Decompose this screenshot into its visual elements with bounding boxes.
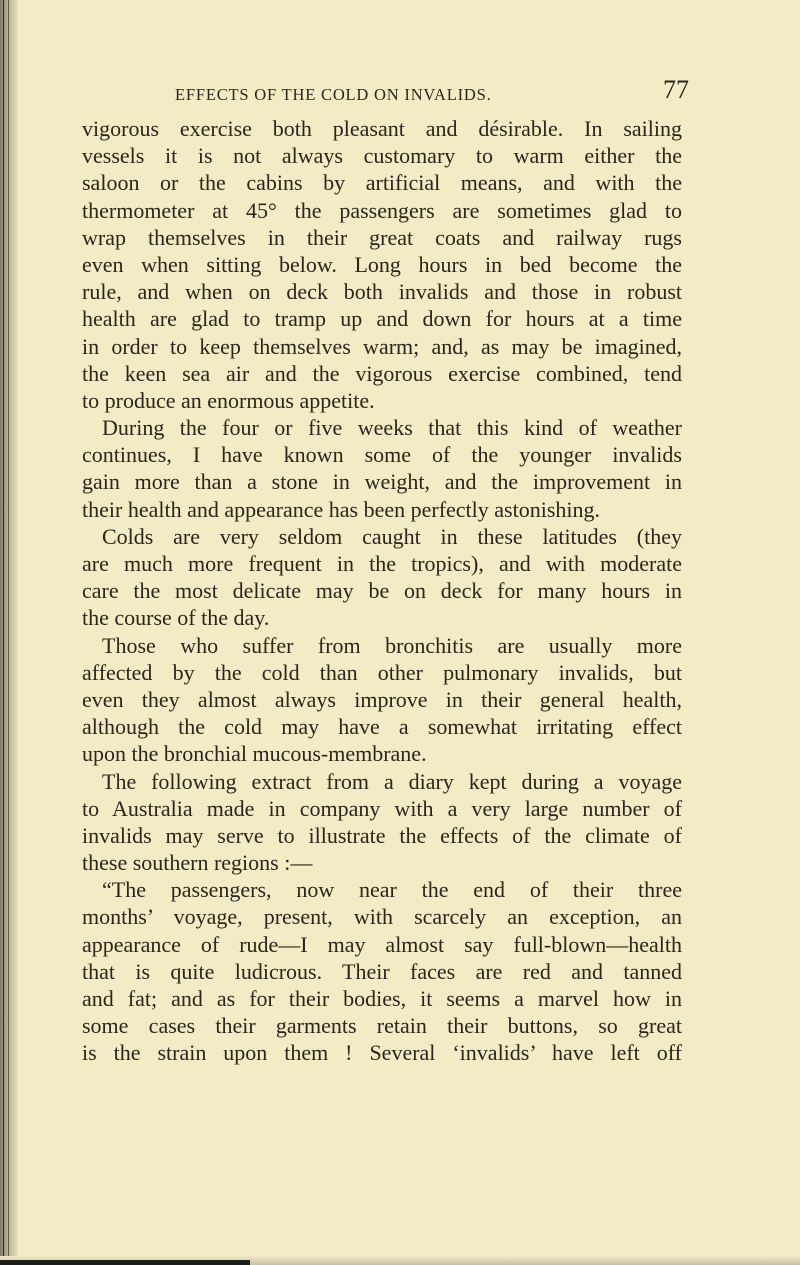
text-line: these southern regions :—	[82, 850, 313, 876]
text-line: the course of the day.	[82, 605, 270, 631]
text-line: saloon or the cabins by artificial means, and with the	[82, 170, 682, 196]
page-edge-line	[8, 0, 9, 1265]
text-line: invalids may serve to illustrate the effects of the climate of	[82, 822, 682, 848]
text-line: vessels it is not always customary to warm either the	[82, 143, 682, 169]
text-line: appearance of rude—I may almost say full-blown—health	[82, 931, 682, 957]
page-number: 77	[663, 75, 689, 104]
text-line: although the cold may have a somewhat irritating effect	[82, 714, 682, 740]
text-line: the keen sea air and the vigorous exercise combined, tend	[82, 360, 682, 386]
paragraph-first-line: “The passengers, now near the end of their three	[102, 877, 682, 903]
running-title: EFFECTS OF THE COLD ON INVALIDS.	[175, 85, 492, 104]
text-line: thermometer at 45° the passengers are sometimes glad to	[82, 197, 682, 223]
page-edge-line	[3, 0, 4, 1265]
text-line: health are glad to tramp up and down for hours at a time	[82, 306, 682, 332]
text-line: even they almost always improve in their general health,	[82, 686, 682, 712]
text-line: wrap themselves in their great coats and railway rugs	[82, 224, 682, 250]
text-line: are much more frequent in the tropics), and with moderate	[82, 551, 682, 576]
text-line: even when sitting below. Long hours in bed become the	[82, 251, 682, 277]
text-line: vigorous exercise both pleasant and désirable. In sailing	[82, 116, 682, 141]
paragraph-first-line: During the four or five weeks that this kind of weather	[102, 415, 682, 441]
text-line: to produce an enormous appetite.	[82, 387, 375, 413]
text-line: to Australia made in company with a very large number of	[82, 795, 682, 821]
text-line: that is quite ludicrous. Their faces are red and tanned	[82, 958, 682, 984]
text-line: continues, I have known some of the younger invalids	[82, 442, 682, 468]
text-line: upon the bronchial mucous-membrane.	[82, 741, 427, 767]
text-line: months’ voyage, present, with scarcely an exception, an	[82, 904, 682, 930]
text-line: gain more than a stone in weight, and the improvement in	[82, 469, 682, 495]
paragraph-first-line: Colds are very seldom caught in these latitudes (they	[102, 523, 682, 549]
body-text	[82, 115, 682, 1067]
paragraph-first-line: The following extract from a diary kept during a voyage	[102, 768, 682, 794]
text-line: affected by the cold than other pulmonary invalids, but	[82, 659, 682, 685]
text-line: in order to keep themselves warm; and, as may be imagined,	[82, 333, 682, 359]
text-line: their health and appearance has been perfectly astonishing.	[82, 496, 600, 522]
text-line: care the most delicate may be on deck for many hours in	[82, 578, 682, 604]
text-line: and fat; and as for their bodies, it seems a marvel how in	[82, 986, 682, 1011]
text-line: some cases their garments retain their buttons, so great	[82, 1013, 682, 1039]
running-head	[0, 75, 800, 115]
text-line: is the strain upon them ! Several ‘invalids’ have left off	[82, 1040, 682, 1066]
text-line: rule, and when on deck both invalids and those in robust	[82, 279, 682, 305]
paragraph-first-line: Those who suffer from bronchitis are usually more	[102, 632, 682, 658]
page-bottom-edge	[0, 1260, 250, 1265]
